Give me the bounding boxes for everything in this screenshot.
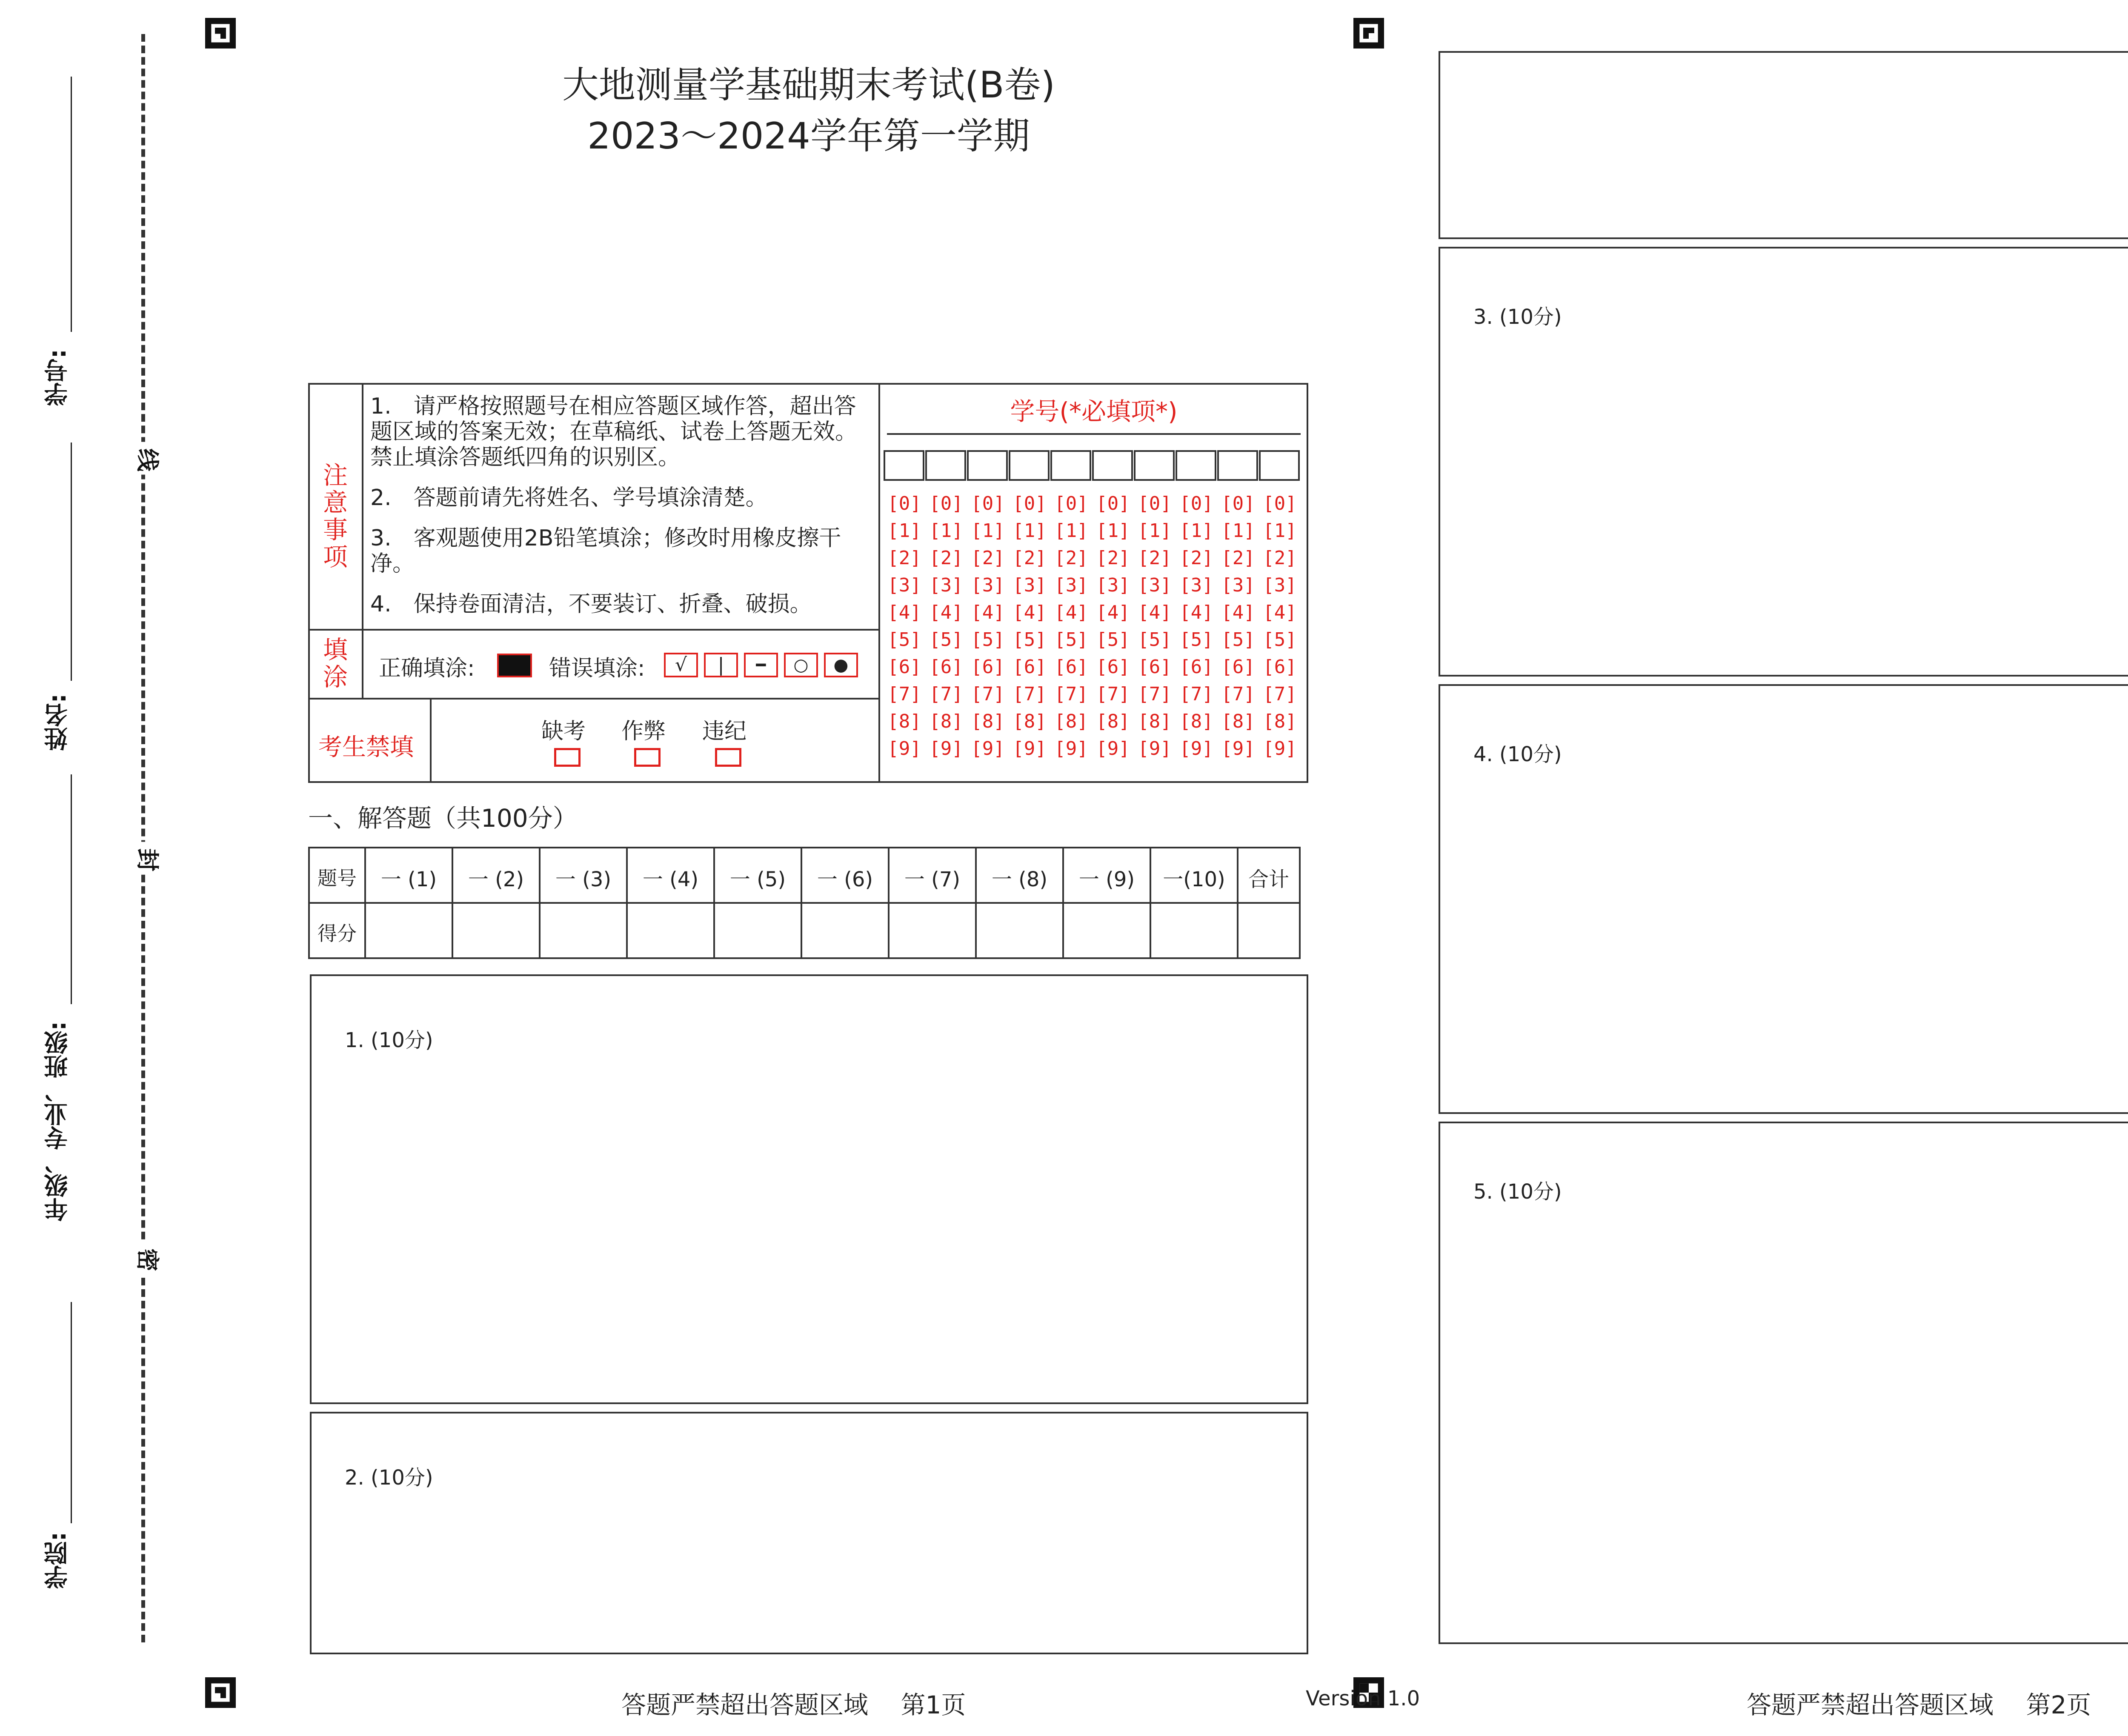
student-id-digit-bubble[interactable]: [3] <box>1179 574 1213 596</box>
question-4-label: 4. (10分) <box>1473 742 1562 766</box>
student-id-digit-bubble[interactable]: [7] <box>1013 683 1047 705</box>
student-id-digit-bubble[interactable]: [7] <box>1054 683 1088 705</box>
student-id-digit-bubble[interactable]: [4] <box>1263 602 1297 623</box>
student-id-digit-bubble[interactable]: [5] <box>1221 629 1255 651</box>
student-id-digit-bubble[interactable]: [9] <box>887 738 921 760</box>
binding-label-college: 学院: <box>44 1532 72 1589</box>
student-id-digit-bubble[interactable]: [9] <box>1138 738 1172 760</box>
exam-term: 2023～2024学年第一学期 <box>587 115 1030 157</box>
student-id-digit-bubble[interactable]: [5] <box>971 629 1005 651</box>
student-id-input-box[interactable] <box>967 450 1008 481</box>
binding-label-name: 姓名: <box>44 694 72 751</box>
student-id-digit-bubble[interactable]: [6] <box>1221 656 1255 678</box>
student-id-digit-bubble[interactable]: [9] <box>1221 738 1255 760</box>
student-id-digit-bubble[interactable]: [2] <box>929 547 963 569</box>
student-id-heading: 学号(*必填项*) <box>1010 397 1178 426</box>
student-id-digit-bubble[interactable]: [7] <box>929 683 963 705</box>
student-id-digit-bubble[interactable]: [4] <box>1179 602 1213 623</box>
student-id-digit-bubble[interactable]: [2] <box>1013 547 1047 569</box>
student-id-digit-bubble[interactable]: [4] <box>1138 602 1172 623</box>
forbidden-violation-label: 违纪 <box>702 719 747 744</box>
answer-box-1[interactable] <box>310 974 1308 1404</box>
score-column-label: 一 (7) <box>904 868 961 891</box>
score-value-cell[interactable] <box>801 902 890 959</box>
footer-page-1: 答题严禁超出答题区域 第1页 <box>621 1690 966 1719</box>
student-id-digit-bubble[interactable]: [6] <box>1013 656 1047 678</box>
notice-item-4: 4. 保持卷面清洁，不要装订、折叠、破损。 <box>370 591 812 617</box>
score-column-label: 一 (1) <box>380 868 437 891</box>
notice-heading-divider <box>362 383 363 630</box>
exam-title: 大地测量学基础期末考试(B卷) <box>562 64 1055 106</box>
student-id-digit-bubble[interactable]: [8] <box>1221 711 1255 732</box>
student-id-digit-bubble[interactable]: [1] <box>1096 520 1130 542</box>
student-id-digit-bubble[interactable]: [0] <box>1263 493 1297 514</box>
wrong-fill-dash: ━ <box>744 653 778 677</box>
student-id-input-box[interactable] <box>1009 450 1050 481</box>
student-id-digit-bubble[interactable]: [0] <box>1179 493 1213 514</box>
student-id-digit-bubble[interactable]: [9] <box>971 738 1005 760</box>
student-id-digit-bubble[interactable]: [5] <box>1179 629 1213 651</box>
student-id-input-box[interactable] <box>925 450 966 481</box>
score-value-cell[interactable] <box>975 902 1064 959</box>
score-column-label: 合计 <box>1248 868 1289 891</box>
student-id-digit-bubble[interactable]: [6] <box>971 656 1005 678</box>
student-id-digit-bubble[interactable]: [2] <box>1096 547 1130 569</box>
score-row-label: 题号 <box>317 867 357 890</box>
student-id-digit-bubble[interactable]: [2] <box>1221 547 1255 569</box>
score-value-cell[interactable] <box>1237 902 1301 959</box>
student-id-digit-bubble[interactable]: [0] <box>929 493 963 514</box>
score-value-cell[interactable] <box>888 902 977 959</box>
student-id-digit-bubble[interactable]: [2] <box>887 547 921 569</box>
student-id-digit-bubble[interactable]: [3] <box>1138 574 1172 596</box>
question-2-label: 2. (10分) <box>345 1466 433 1490</box>
answer-box-5[interactable] <box>1439 1122 2128 1644</box>
student-id-digit-bubble[interactable]: [7] <box>971 683 1005 705</box>
student-id-digit-bubble[interactable]: [6] <box>1179 656 1213 678</box>
seal-char-line: 线 <box>137 442 160 475</box>
forbidden-heading: 考生禁填 <box>318 734 414 761</box>
student-id-input-box[interactable] <box>1050 450 1091 481</box>
footer-page-2: 答题严禁超出答题区域 第2页 <box>1747 1690 2091 1719</box>
score-value-cell[interactable] <box>1150 902 1238 959</box>
notice-heading: 注意事项 <box>323 461 348 571</box>
score-column-label: 一 (9) <box>1078 868 1135 891</box>
student-id-digit-bubble[interactable]: [3] <box>1013 574 1047 596</box>
student-id-digit-bubble[interactable]: [7] <box>887 683 921 705</box>
seal-dashed-line <box>141 34 145 1642</box>
student-id-digit-bubble[interactable]: [4] <box>887 602 921 623</box>
notice-item-3: 3. 客观题使用2B铅笔填涂；修改时用橡皮擦干净。 <box>370 525 841 577</box>
student-id-digit-bubble[interactable]: [1] <box>1013 520 1047 542</box>
seal-char-close: 密 <box>137 1242 160 1275</box>
student-id-digit-bubble[interactable]: [3] <box>1221 574 1255 596</box>
student-id-digit-bubble[interactable]: [9] <box>1096 738 1130 760</box>
fill-heading: 填涂 <box>323 635 348 691</box>
student-id-digit-bubble[interactable]: [2] <box>971 547 1005 569</box>
student-id-digit-bubble[interactable]: [7] <box>1179 683 1213 705</box>
marker-top-left-icon <box>205 18 236 49</box>
question-3-label: 3. (10分) <box>1473 305 1562 329</box>
student-id-underline <box>887 433 1301 435</box>
score-column-label: 一 (8) <box>991 868 1048 891</box>
student-id-digit-bubble[interactable]: [9] <box>1179 738 1213 760</box>
section-title: 一、解答题（共100分） <box>308 804 578 833</box>
student-id-digit-bubble[interactable]: [0] <box>1013 493 1047 514</box>
marker-top-center-icon <box>1353 18 1384 49</box>
student-id-digit-bubble[interactable]: [9] <box>1054 738 1088 760</box>
student-id-input-box[interactable] <box>1259 450 1300 481</box>
wrong-fill-bar: | <box>704 653 738 677</box>
fill-bottom-divider <box>308 698 879 700</box>
fill-heading-divider <box>362 630 363 699</box>
class-line <box>71 774 72 1004</box>
forbidden-cheat-label: 作弊 <box>621 719 666 744</box>
question-5-label: 5. (10分) <box>1473 1180 1562 1204</box>
student-id-digit-bubble[interactable]: [1] <box>1263 520 1297 542</box>
forbidden-cheat-checkbox[interactable] <box>634 748 661 767</box>
student-id-digit-bubble[interactable]: [1] <box>929 520 963 542</box>
student-id-digit-bubble[interactable]: [3] <box>887 574 921 596</box>
student-id-digit-bubble[interactable]: [3] <box>929 574 963 596</box>
score-column-label: 一 (2) <box>468 868 524 891</box>
student-id-digit-bubble[interactable]: [8] <box>1096 711 1130 732</box>
student-id-line <box>71 77 72 332</box>
student-id-digit-bubble[interactable]: [0] <box>887 493 921 514</box>
student-id-digit-bubble[interactable]: [8] <box>1179 711 1213 732</box>
notice-item-2: 2. 答题前请先将姓名、学号填涂清楚。 <box>370 485 768 511</box>
student-id-digit-bubble[interactable]: [5] <box>1263 629 1297 651</box>
student-id-digit-bubble[interactable]: [4] <box>929 602 963 623</box>
correct-fill-sample <box>497 654 532 677</box>
forbidden-heading-divider <box>430 699 432 783</box>
student-id-digit-bubble[interactable]: [8] <box>1138 711 1172 732</box>
student-id-digit-bubble[interactable]: [4] <box>1221 602 1255 623</box>
student-id-digit-bubble[interactable]: [1] <box>1221 520 1255 542</box>
student-id-digit-bubble[interactable]: [3] <box>1096 574 1130 596</box>
student-id-digit-bubble[interactable]: [0] <box>1054 493 1088 514</box>
student-id-digit-bubble[interactable]: [2] <box>1263 547 1297 569</box>
score-value-cell[interactable] <box>539 902 628 959</box>
student-id-input-box[interactable] <box>1092 450 1133 481</box>
student-id-digit-bubble[interactable]: [6] <box>1054 656 1088 678</box>
student-id-digit-bubble[interactable]: [7] <box>1221 683 1255 705</box>
notice-item-1: 1. 请严格按照题号在相应答题区域作答，超出答题区域的答案无效；在草稿纸、试卷上答题无效。禁止填涂答题纸四角的识别区。 <box>370 394 858 470</box>
student-id-input-box[interactable] <box>884 450 924 481</box>
notice-bottom-divider <box>308 629 879 631</box>
student-id-digit-bubble[interactable]: [1] <box>971 520 1005 542</box>
question-1-label: 1. (10分) <box>345 1028 433 1052</box>
student-id-digit-bubble[interactable]: [1] <box>1054 520 1088 542</box>
score-value-cell[interactable] <box>452 902 541 959</box>
student-id-digit-bubble[interactable]: [2] <box>1138 547 1172 569</box>
student-id-digit-bubble[interactable]: [3] <box>971 574 1005 596</box>
seal-char-seal: 封 <box>137 842 160 875</box>
student-id-digit-bubble[interactable]: [4] <box>1096 602 1130 623</box>
wrong-fill-dot: ● <box>824 653 858 677</box>
binding-label-class: 年级、专业、班级: <box>44 1021 72 1222</box>
score-column-label: 一 (6) <box>817 868 873 891</box>
name-line <box>71 443 72 681</box>
student-id-digit-bubble[interactable]: [4] <box>971 602 1005 623</box>
student-id-digit-bubble[interactable]: [5] <box>929 629 963 651</box>
answer-box-2[interactable] <box>310 1412 1308 1654</box>
score-value-cell[interactable] <box>364 902 453 959</box>
student-id-digit-bubble[interactable]: [1] <box>1138 520 1172 542</box>
answer-box-3[interactable] <box>1439 247 2128 677</box>
student-id-digit-bubble[interactable]: [4] <box>1054 602 1088 623</box>
student-id-digit-bubble[interactable]: [4] <box>1013 602 1047 623</box>
student-id-digit-bubble[interactable]: [1] <box>1179 520 1213 542</box>
student-id-digit-bubble[interactable]: [0] <box>1096 493 1130 514</box>
score-column-label: 一(10) <box>1163 868 1225 891</box>
student-id-digit-bubble[interactable]: [8] <box>887 711 921 732</box>
student-id-digit-bubble[interactable]: [8] <box>971 711 1005 732</box>
score-column-label: 一 (3) <box>555 868 612 891</box>
student-id-digit-bubble[interactable]: [6] <box>929 656 963 678</box>
student-id-digit-bubble[interactable]: [2] <box>1054 547 1088 569</box>
student-id-digit-bubble[interactable]: [5] <box>887 629 921 651</box>
student-id-digit-bubble[interactable]: [3] <box>1263 574 1297 596</box>
student-id-digit-bubble[interactable]: [8] <box>1054 711 1088 732</box>
score-value-cell[interactable] <box>626 902 715 959</box>
wrong-fill-check: √ <box>664 653 698 677</box>
student-id-digit-bubble[interactable]: [6] <box>1096 656 1130 678</box>
forbidden-absent-checkbox[interactable] <box>554 748 581 767</box>
wrong-fill-label: 错误填涂: <box>549 656 645 681</box>
forbidden-absent-label: 缺考 <box>541 719 586 744</box>
student-id-digit-bubble[interactable]: [5] <box>1013 629 1047 651</box>
answer-box-2-continued[interactable] <box>1439 51 2128 239</box>
student-id-digit-bubble[interactable]: [9] <box>1263 738 1297 760</box>
student-id-digit-bubble[interactable]: [8] <box>1013 711 1047 732</box>
forbidden-violation-checkbox[interactable] <box>715 748 741 767</box>
student-id-digit-bubble[interactable]: [0] <box>971 493 1005 514</box>
student-id-digit-bubble[interactable]: [5] <box>1054 629 1088 651</box>
panel-divider <box>878 383 880 783</box>
marker-bottom-left-icon <box>205 1677 236 1708</box>
correct-fill-label: 正确填涂: <box>379 656 475 681</box>
student-id-digit-bubble[interactable]: [6] <box>1263 656 1297 678</box>
student-id-input-box[interactable] <box>1217 450 1258 481</box>
student-id-digit-bubble[interactable]: [5] <box>1138 629 1172 651</box>
score-value-cell[interactable] <box>713 902 802 959</box>
student-id-digit-bubble[interactable]: [7] <box>1096 683 1130 705</box>
student-id-digit-bubble[interactable]: [8] <box>1263 711 1297 732</box>
student-id-digit-bubble[interactable]: [5] <box>1096 629 1130 651</box>
score-row-label: 得分 <box>317 922 357 945</box>
college-line <box>71 1302 72 1523</box>
student-id-digit-bubble[interactable]: [7] <box>1138 683 1172 705</box>
student-id-digit-bubble[interactable]: [0] <box>1221 493 1255 514</box>
answer-box-4[interactable] <box>1439 684 2128 1114</box>
binding-label-student-id: 学号: <box>44 349 72 406</box>
student-id-digit-bubble[interactable]: [6] <box>887 656 921 678</box>
student-id-digit-bubble[interactable]: [7] <box>1263 683 1297 705</box>
student-id-input-box[interactable] <box>1134 450 1175 481</box>
score-column-label: 一 (4) <box>642 868 699 891</box>
student-id-input-box[interactable] <box>1176 450 1216 481</box>
student-id-digit-bubble[interactable]: [1] <box>887 520 921 542</box>
student-id-digit-bubble[interactable]: [9] <box>1013 738 1047 760</box>
student-id-digit-bubble[interactable]: [3] <box>1054 574 1088 596</box>
score-value-cell[interactable] <box>1062 902 1151 959</box>
student-id-digit-bubble[interactable]: [8] <box>929 711 963 732</box>
score-column-label: 一 (5) <box>729 868 786 891</box>
student-id-digit-bubble[interactable]: [0] <box>1138 493 1172 514</box>
student-id-digit-bubble[interactable]: [9] <box>929 738 963 760</box>
student-id-digit-bubble[interactable]: [6] <box>1138 656 1172 678</box>
footer-version: Version 1.0 <box>1306 1687 1420 1710</box>
wrong-fill-circle: ○ <box>784 653 818 677</box>
student-id-digit-bubble[interactable]: [2] <box>1179 547 1213 569</box>
